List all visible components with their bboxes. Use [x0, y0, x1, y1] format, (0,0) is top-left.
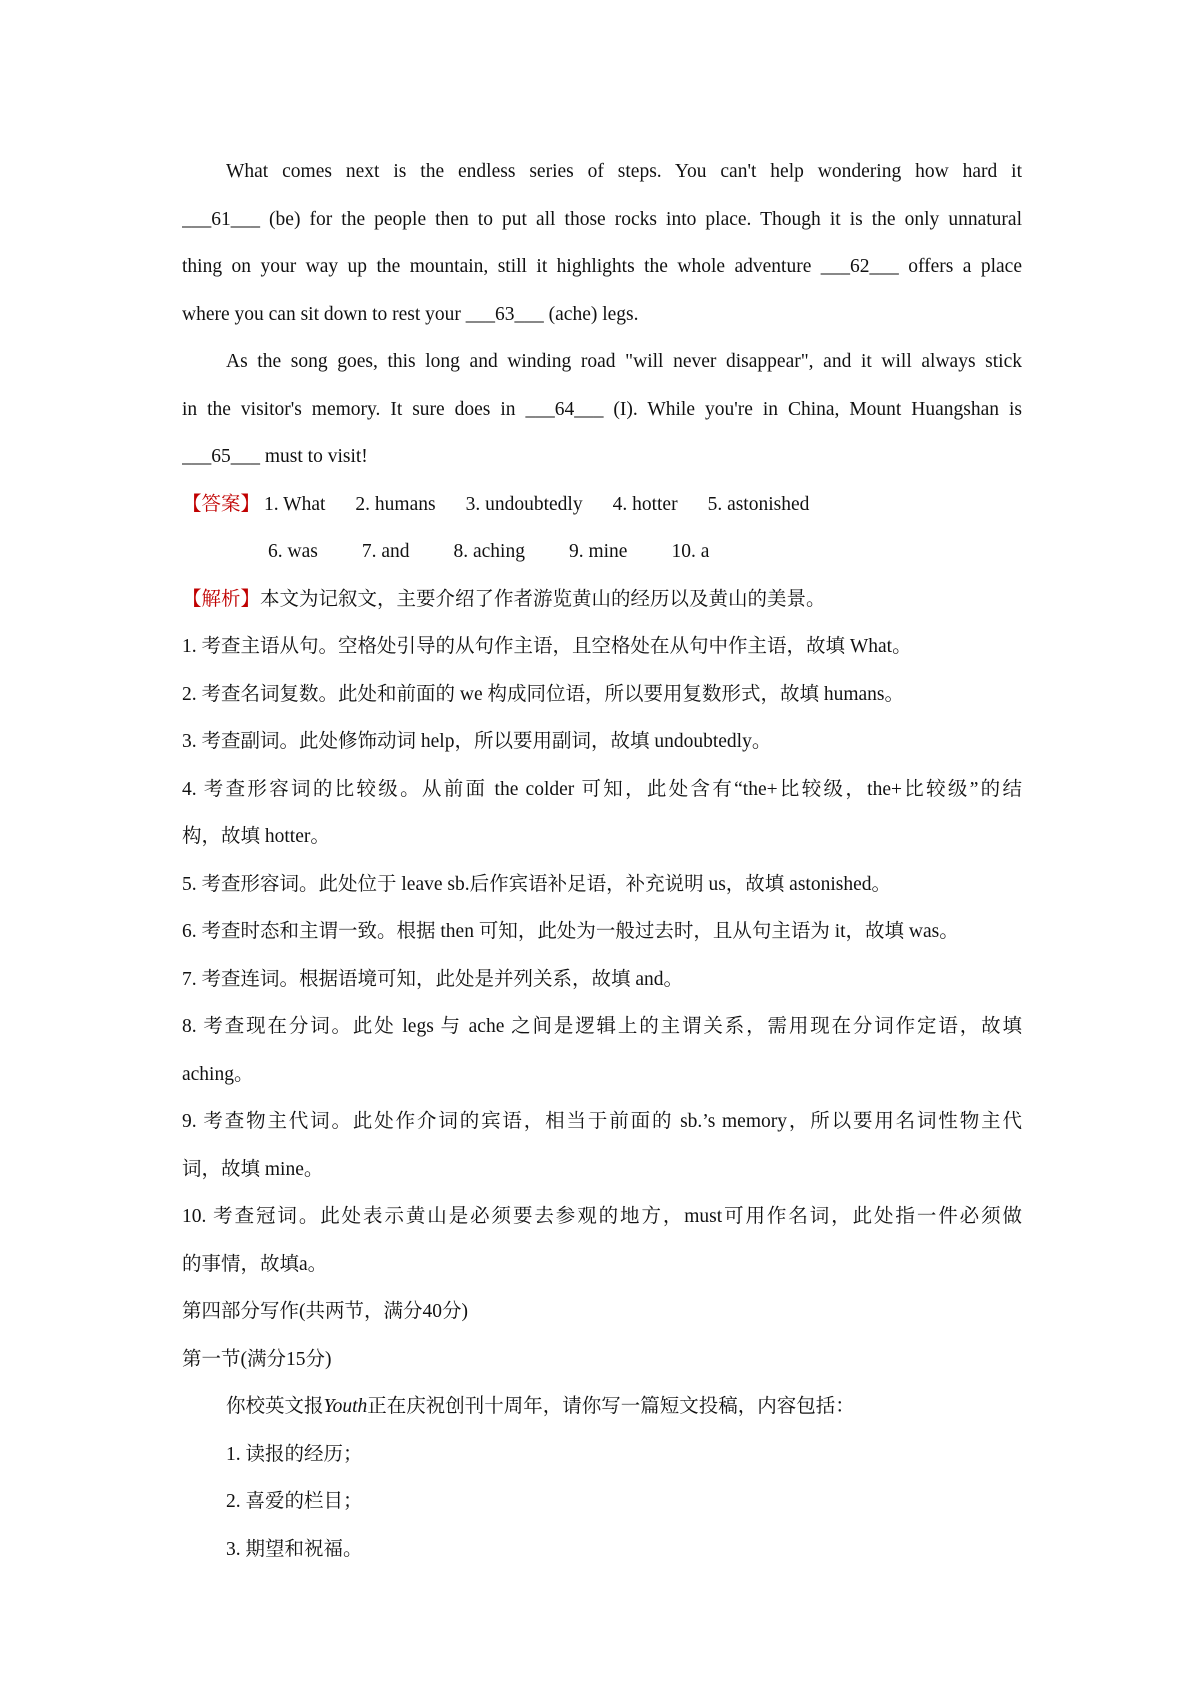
passage-line: in the visitor's memory. It sure does in ___64___ (I). While you're in China, Mount Huangshan is	[182, 398, 1022, 420]
analysis-line: 词，故填 mine。	[182, 1158, 324, 1180]
answer-item: 5. astonished	[707, 493, 810, 515]
writing-prompt-before: 你校英文报	[226, 1396, 324, 1417]
answer-item: 2. humans	[355, 493, 436, 515]
answer-label: 【答案】	[182, 493, 261, 515]
analysis-line: aching。	[182, 1063, 254, 1085]
answer-item: 4. hotter	[612, 493, 678, 515]
analysis-line: 6. 考查时态和主谓一致。根据 then 可知，此处为一般过去时，且从句主语为 it，故填 was。	[182, 921, 959, 942]
newspaper-name: Youth	[323, 1396, 368, 1417]
answer-item: 6. was	[268, 541, 318, 562]
analysis-line: 1. 考查主语从句。空格处引导的从句作主语，且空格处在从句中作主语，故填 What。	[182, 636, 912, 657]
passage-line: ___61___ (be) for the people then to put all those rocks into place. Though it is the only unnatural	[182, 208, 1022, 230]
analysis-intro: 本文为记叙文，主要介绍了作者游览黄山的经历以及黄山的美景。	[260, 588, 826, 610]
analysis-line: 8. 考查现在分词。此处 legs 与 ache 之间是逻辑上的主谓关系，需用现在分词作定语，故填	[182, 1016, 1022, 1037]
answer-item: 1. What	[264, 493, 326, 515]
answer-item: 9. mine	[568, 541, 628, 562]
analysis-line: 9. 考查物主代词。此处作介词的宾语，相当于前面的 sb.’s memory，所以要用名词性物主代	[182, 1111, 1022, 1132]
passage-line: ___65___ must to visit!	[182, 446, 368, 467]
answer-item: 8. aching	[453, 541, 525, 562]
analysis-line: 3. 考查副词。此处修饰动词 help，所以要用副词，故填 undoubtedly。	[182, 731, 772, 752]
passage-line: where you can sit down to rest your ___63___ (ache) legs.	[182, 303, 639, 325]
answer-item: 7. and	[361, 541, 410, 562]
answer-row	[182, 528, 1022, 576]
writing-item: 2. 喜爱的栏目；	[226, 1491, 363, 1512]
passage-line: As the song goes, this long and winding road "will never disappear", and it will always stick	[226, 351, 1022, 372]
passage-line: thing on your way up the mountain, still it highlights the whole adventure ___62___ offers a place	[182, 256, 1022, 277]
passage-line: What comes next is the endless series of steps. You can't help wondering how hard it	[226, 161, 1022, 182]
answer-item: 10. a	[671, 541, 710, 562]
analysis-intro-line	[182, 576, 1022, 624]
answer-row	[182, 481, 1022, 529]
analysis-line: 5. 考查形容词。此处位于 leave sb.后作宾语补足语，补充说明 us，故填 astonished。	[182, 873, 892, 895]
document-content	[182, 148, 1022, 1573]
writing-prompt	[182, 1383, 1022, 1431]
analysis-line: 2. 考查名词复数。此处和前面的 we 构成同位语，所以要用复数形式，故填 humans。	[182, 683, 905, 705]
analysis-line: 10. 考查冠词。此处表示黄山是必须要去参观的地方，must可用作名词，此处指一件必须做	[182, 1206, 1022, 1227]
section-title: 第一节(满分15分)	[182, 1348, 332, 1370]
analysis-line: 的事情，故填a。	[182, 1253, 328, 1275]
writing-item: 1. 读报的经历；	[226, 1443, 363, 1465]
writing-prompt-after: 正在庆祝创刊十周年，请你写一篇短文投稿，内容包括：	[367, 1396, 855, 1417]
analysis-line: 4. 考查形容词的比较级。从前面 the colder 可知，此处含有“the+比较级，the+比较级”的结	[182, 778, 1022, 800]
analysis-label: 【解析】	[182, 588, 261, 610]
part-title: 第四部分写作(共两节，满分40分)	[182, 1301, 468, 1322]
analysis-line: 构，故填 hotter。	[182, 826, 330, 847]
writing-item: 3. 期望和祝福。	[226, 1538, 363, 1560]
answer-item: 3. undoubtedly	[465, 493, 583, 515]
analysis-line: 7. 考查连词。根据语境可知，此处是并列关系，故填 and。	[182, 968, 684, 990]
